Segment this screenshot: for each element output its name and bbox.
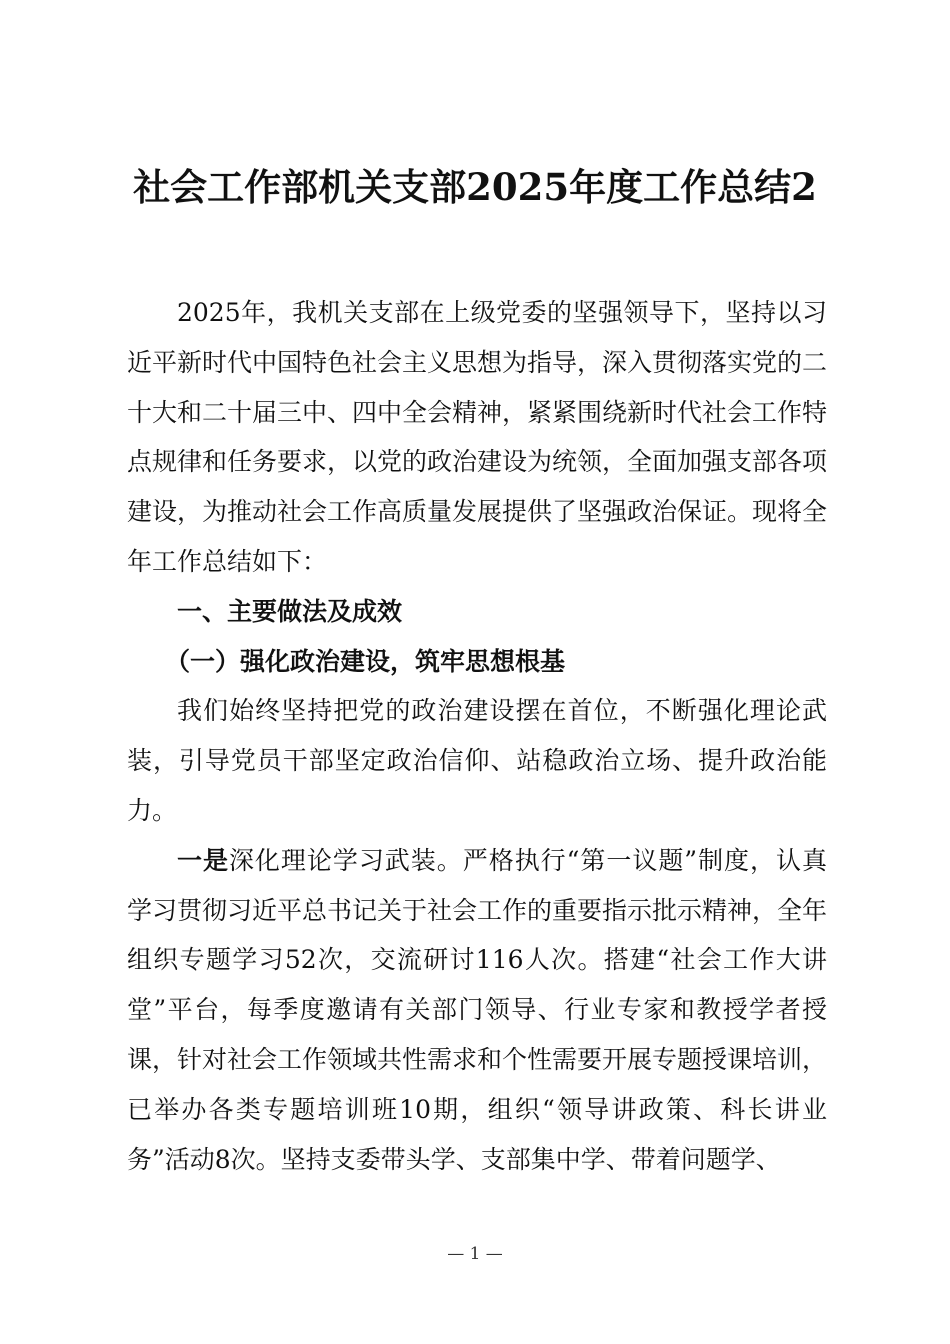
subsection-heading: （一）强化政治建设，筑牢思想根基 bbox=[165, 646, 566, 676]
page-number: — 1 — bbox=[447, 1244, 503, 1264]
section-heading: 一、主要做法及成效 bbox=[177, 596, 403, 626]
subsection-intro-paragraph: 我们始终坚持把党的政治建设摆在首位，不断强化理论武装，引导党员干部坚定政治信仰、站稳政治立场、提升政治能力。 bbox=[127, 696, 827, 825]
document-title: 社会工作部机关支部2025年度工作总结2 bbox=[133, 165, 817, 209]
item-text: 深化理论学习武装。严格执行“第一议题”制度，认真学习贯彻习近平总书记关于社会工作的重要指示批示精神，全年组织专题学习52次，交流研讨116人次。搭建“社会工作大讲堂”平台，每季度邀请有关部门领导、行业专家和教授学者授课，针对社会工作领域共性需求和个性需要开展专题授课培训，已举办各类专题培训班10期，组织“领导讲政策、科长讲业务”活动8次。坚持支委带头学、支部集中学、带着问题学、 bbox=[127, 845, 828, 1174]
document-body bbox=[127, 288, 827, 1184]
item-lead: 一是 bbox=[177, 845, 229, 875]
intro-paragraph: 2025年，我机关支部在上级党委的坚强领导下，坚持以习近平新时代中国特色社会主义思想为指导，深入贯彻落实党的二十大和二十届三中、四中全会精神，紧紧围绕新时代社会工作特点规律和任务要求，以党的政治建设为统领，全面加强支部各项建设，为推动社会工作高质量发展提供了坚强政治保证。现将全年工作总结如下： bbox=[127, 298, 828, 576]
item-paragraph bbox=[127, 836, 827, 1185]
